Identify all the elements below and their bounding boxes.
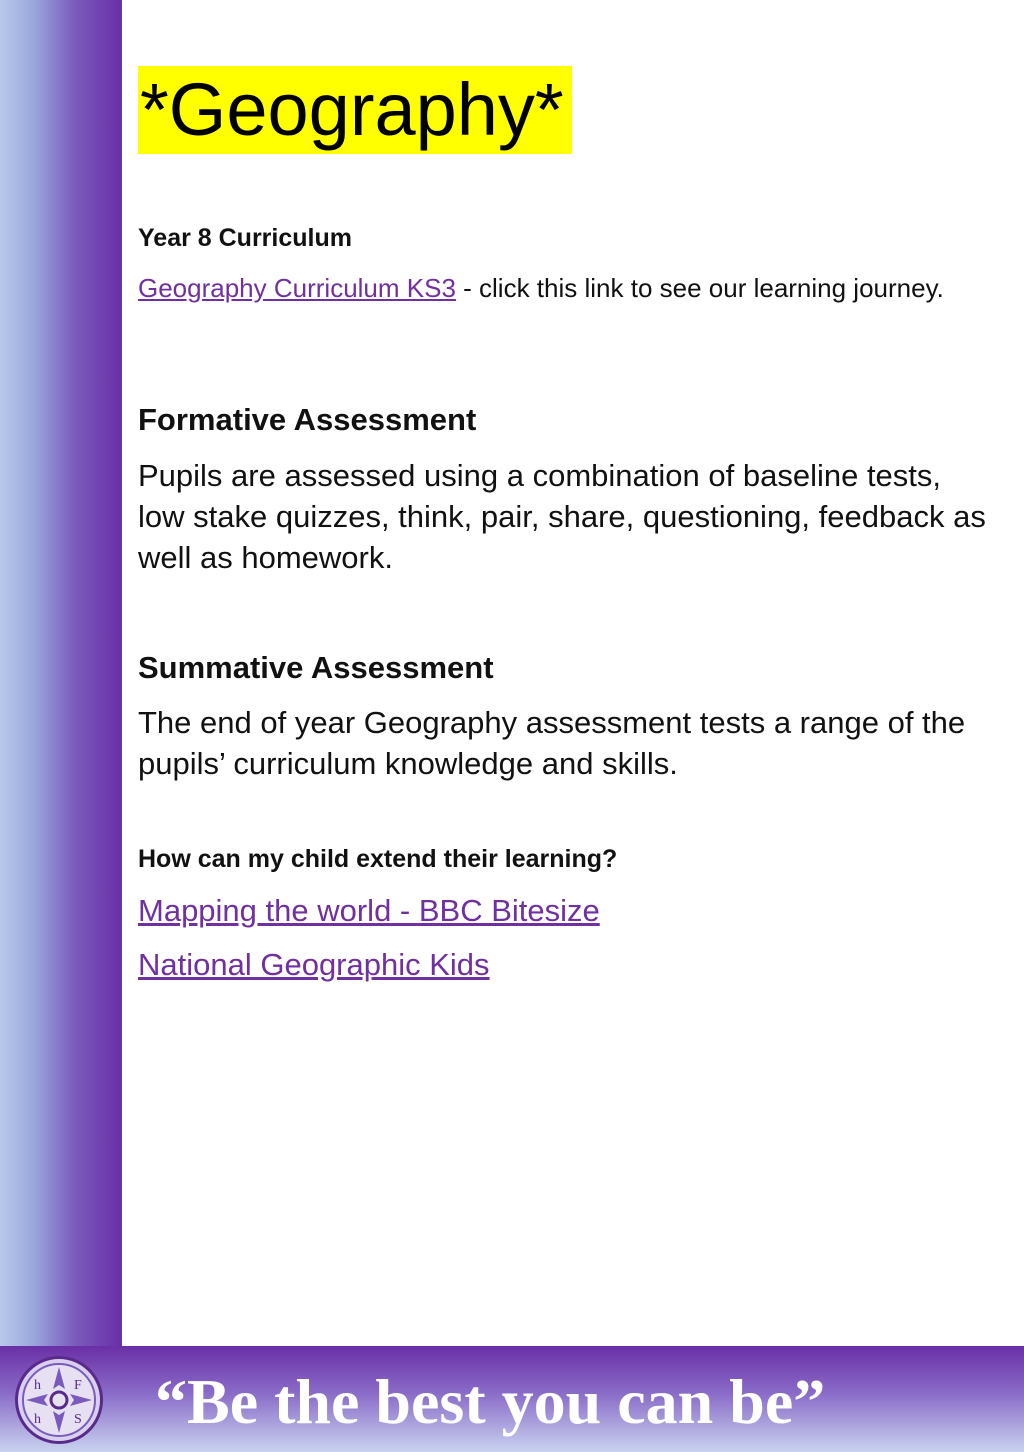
extend-link-item [138, 890, 600, 931]
extend-link-item [138, 944, 490, 985]
curriculum-paragraph [138, 270, 998, 306]
national-geographic-kids-link[interactable]: National Geographic Kids [138, 947, 490, 982]
left-sidebar-decoration [0, 0, 122, 1346]
svg-text:h: h [34, 1412, 41, 1427]
extend-learning-heading: How can my child extend their learning? [138, 845, 618, 873]
formative-assessment-body: Pupils are assessed using a combination of baseline tests, low stake quizzes, think, pair, share, questioning, feedback as well as homework. [138, 458, 986, 575]
summative-assessment-body: The end of year Geography assessment tests a range of the pupils’ curriculum knowledge and skills. [138, 705, 966, 781]
geography-curriculum-link[interactable]: Geography Curriculum KS3 [138, 273, 456, 303]
school-crest-logo-icon [15, 1356, 103, 1444]
summative-assessment-heading: Summative Assessment [138, 650, 494, 685]
curriculum-heading: Year 8 Curriculum [138, 224, 352, 252]
curriculum-link-description: - click this link to see our learning journey. [455, 273, 944, 303]
svg-text:h: h [34, 1378, 41, 1393]
svg-text:F: F [74, 1378, 82, 1393]
school-motto: “Be the best you can be” [155, 1366, 826, 1437]
svg-text:S: S [74, 1412, 82, 1427]
bbc-bitesize-link[interactable]: Mapping the world - BBC Bitesize [138, 893, 600, 928]
formative-assessment-heading: Formative Assessment [138, 402, 477, 437]
crest-graphic [18, 1359, 100, 1441]
page-title: *Geography* [138, 66, 572, 154]
